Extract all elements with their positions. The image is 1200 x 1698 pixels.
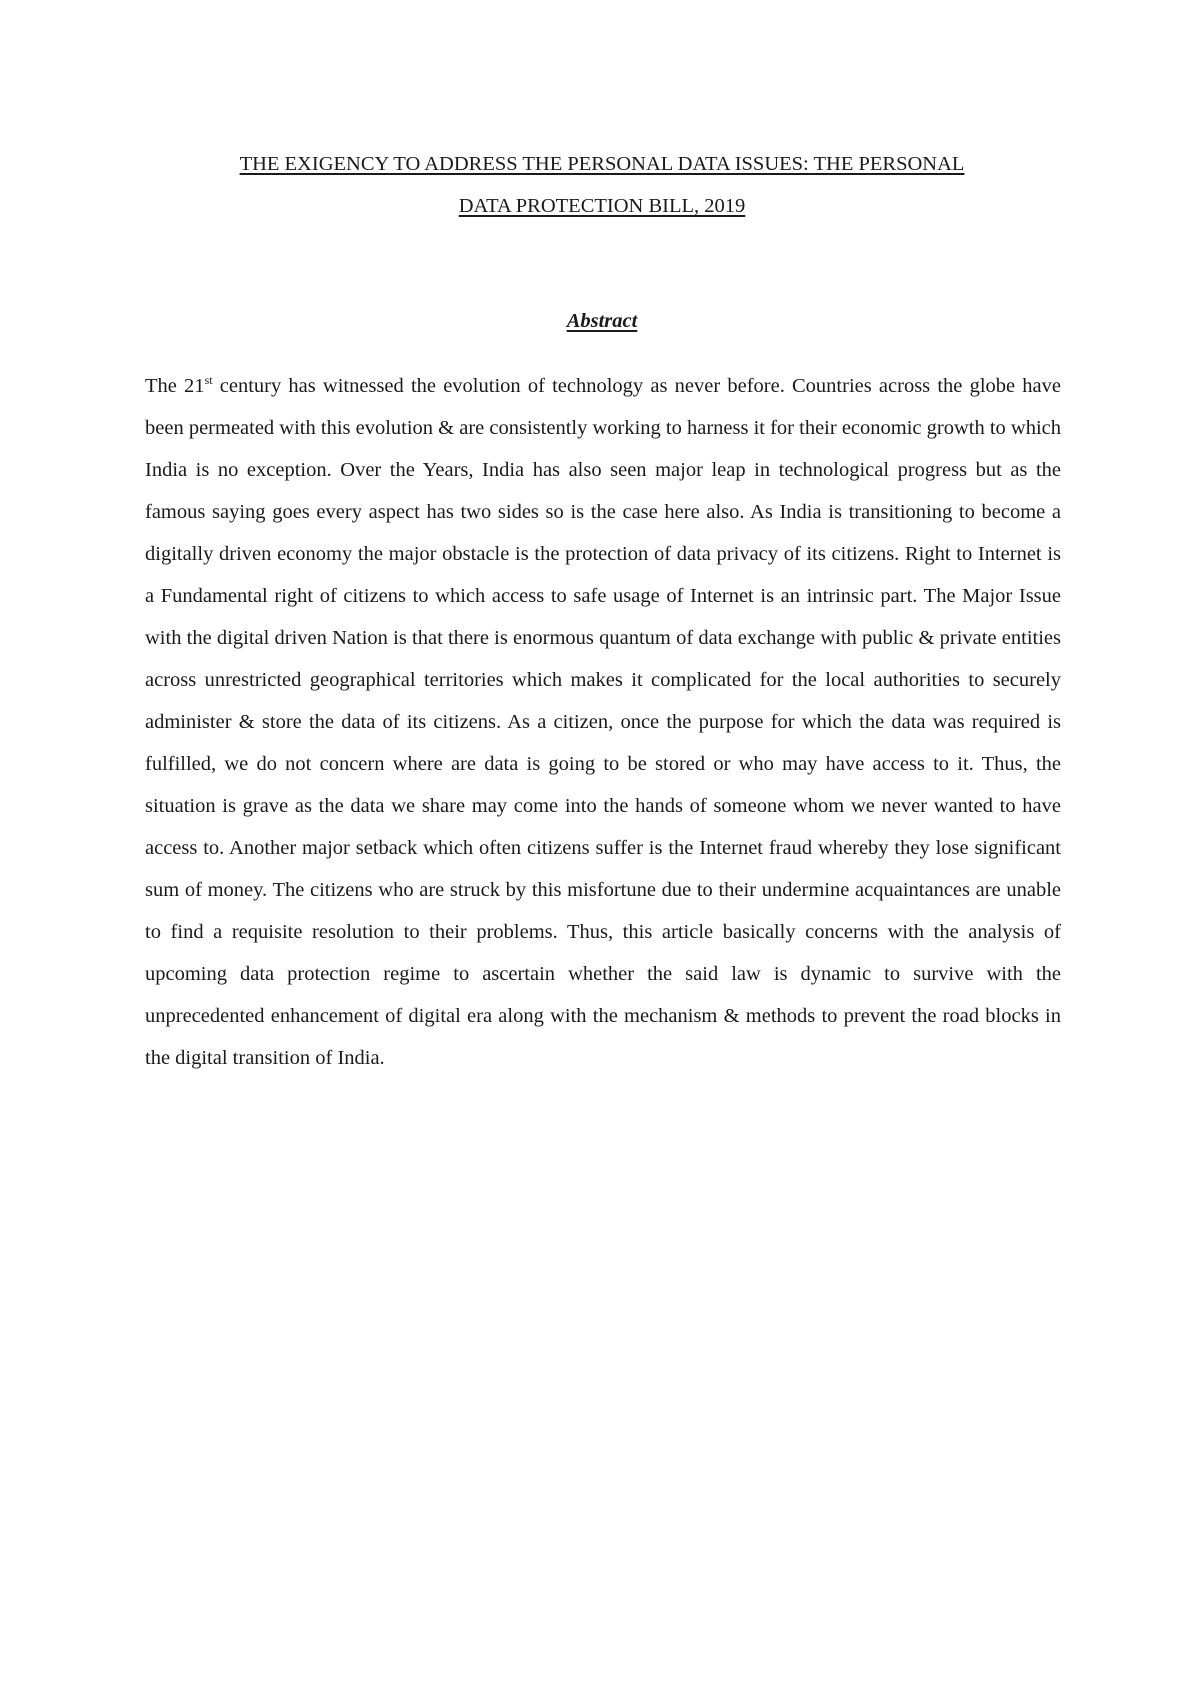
abstract-paragraph	[145, 365, 1061, 1079]
abstract-heading: Abstract	[566, 310, 638, 332]
title-line-1: THE EXIGENCY TO ADDRESS THE PERSONAL DATA ISSUES: THE PERSONAL	[239, 153, 965, 175]
ordinal-superscript: st	[204, 373, 213, 388]
title-line-2: DATA PROTECTION BILL, 2019	[458, 195, 746, 217]
abstract-lead: The 21	[145, 375, 205, 397]
abstract-text: century has witnessed the evolution of technology as never before. Countries across the globe have been permeated with this evolution & are consistently working to harness it for their economic growth to which India is no exception. Over the Years, India has also seen major leap in technological progress but as the famous saying goes every aspect has two sides so is the case here also. As India is transitioning to become a digitally driven economy the major obstacle is the protection of data privacy of its citizens. Right to Internet is a Fundamental right of citizens to which access to safe usage of Internet is an intrinsic part. The Major Issue with the digital driven Nation is that there is enormous quantum of data exchange with public & private entities across unrestricted geographical territories which makes it complicated for the local authorities to securely administer & store the data of its citizens. As a citizen, once the purpose for which the data was required is fulfilled, we do not concern where are data is going to be stored or who may have access to it. Thus, the situation is grave as the data we share may come into the hands of someone whom we never wanted to have access to. Another major setback which often citizens suffer is the Internet fraud whereby they lose significant sum of money. The citizens who are struck by this misfortune due to their undermine acquaintances are unable to find a requisite resolution to their problems. Thus, this article basically concerns with the analysis of upcoming data protection regime to ascertain whether the said law is dynamic to survive with the unprecedented enhancement of digital era along with the mechanism & methods to prevent the road blocks in the digital transition of India.	[145, 375, 1062, 1069]
document-title	[130, 143, 1074, 227]
